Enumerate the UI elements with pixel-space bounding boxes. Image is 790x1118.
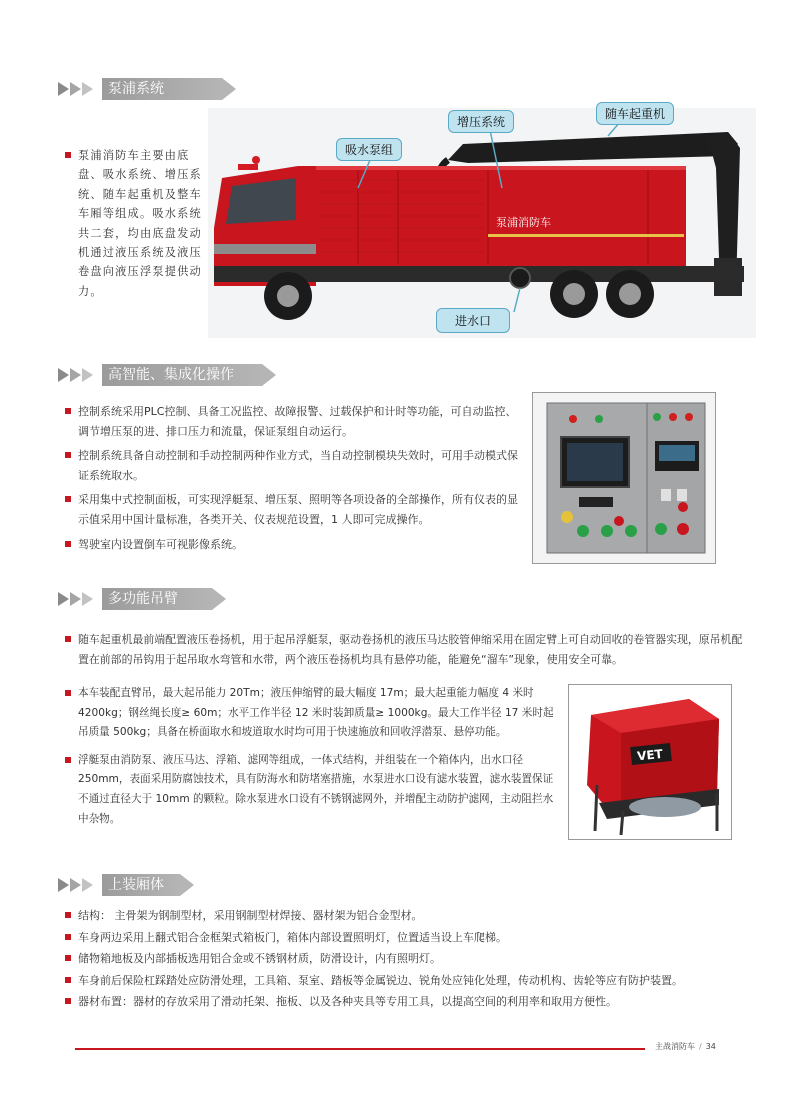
body-list <box>64 906 754 1012</box>
fire-truck-image <box>208 108 756 338</box>
crane-list-top <box>64 630 746 669</box>
list-item: 浮艇泵由消防泵、液压马达、浮箱、滤网等组成，一体式结构，并组装在一个箱体内，出水口径 250mm，表面采用防腐蚀技术，具有防海水和防堵塞措施，水泵进水口设有滤水装置，滤水装置保证不通过直径大于 10mm 的颗粒。除水泵进水口设有不锈钢滤网外，并增配主动防护滤网，主动阻拦水中杂物。 <box>64 751 560 829</box>
footer-separator: / <box>699 1042 702 1051</box>
section-title-smart: 高智能、集成化操作 <box>102 364 262 386</box>
list-item: 本车装配直臂吊，最大起吊能力 20Tm；液压伸缩臂的最大幅度 17m；最大起重能力幅度 4 米时4200kg；钢丝绳长度≥ 60m；水平工作半径 12 米时装卸质量≥ 1000kg。最大工作半径 17 米时起吊质量 500kg；具备在桥面取水和坡道取水时均可用于快速施放和回收浮潜泵、悬停功能。 <box>64 684 560 743</box>
section-title-crane: 多功能吊臂 <box>102 588 212 610</box>
callout-inlet: 进水口 <box>436 308 510 333</box>
control-panel-image <box>533 393 715 563</box>
arrow-icon <box>58 364 102 386</box>
crane-list <box>64 684 560 829</box>
callout-crane: 随车起重机 <box>596 102 674 125</box>
page-footer <box>655 1041 716 1052</box>
float-pump-image <box>569 685 731 839</box>
list-item: 车身前后保险杠踩踏处应防滑处理，工具箱、泵室、踏板等金属锐边、锐角处应钝化处理，传动机构、齿轮等应有防护装置。 <box>64 971 754 991</box>
pump-truck-illustration <box>208 108 756 338</box>
list-item: 器材布置：器材的存放采用了滑动托架、拖板、以及各种夹具等专用工具，以提高空间的利用率和取用方便性。 <box>64 992 754 1012</box>
section-header-smart <box>58 364 262 386</box>
pump-brand-label: VET <box>636 746 664 764</box>
list-item: 随车起重机最前端配置液压卷扬机，用于起吊浮艇泵，驱动卷扬机的液压马达胶管伸缩采用在固定臂上可自动回收的卷管器实现，原吊机配置在前部的吊钩用于起吊取水弯管和水带，两个液压卷扬机均具有悬停功能，能避免“溜车”现象，使用安全可靠。 <box>64 630 746 669</box>
arrow-icon <box>58 874 102 896</box>
list-item: 车身两边采用上翻式铝合金框架式箱板门，箱体内部设置照明灯，位置适当设上车爬梯。 <box>64 928 754 948</box>
truck-body-label: 泵浦消防车 <box>496 216 551 229</box>
list-item: 驾驶室内设置倒车可视影像系统。 <box>64 535 524 555</box>
arrow-icon <box>58 78 102 100</box>
smart-list <box>64 402 524 554</box>
list-item: 结构： 主骨架为钢制型材，采用钢制型材焊接、器材架为铝合金型材。 <box>64 906 754 926</box>
list-item: 储物箱地板及内部插板选用铝合金或不锈钢材质，防滑设计，内有照明灯。 <box>64 949 754 969</box>
list-item: 泵浦消防车主要由底盘、吸水系统、增压系统、随车起重机及整车车厢等组成。吸水系统共二套，均由底盘发动机通过液压系统及液压卷盘向液压浮泵提供动力。 <box>64 146 204 301</box>
section-header-body <box>58 874 180 896</box>
pump-description <box>64 146 204 301</box>
page-number: 34 <box>705 1042 716 1051</box>
control-panel-photo <box>532 392 716 564</box>
footer-divider <box>75 1048 645 1050</box>
list-item: 采用集中式控制面板，可实现浮艇泵、增压泵、照明等各项设备的全部操作，所有仪表的显示值采用中国计量标准，各类开关、仪表规范设置，1 人即可完成操作。 <box>64 490 524 529</box>
list-item: 控制系统具备自动控制和手动控制两种作业方式，当自动控制模块失效时，可用手动模式保证系统取水。 <box>64 446 524 485</box>
section-header-pump <box>58 78 222 100</box>
section-title-pump: 泵浦系统 <box>102 78 222 100</box>
section-header-crane <box>58 588 212 610</box>
footer-label: 主战消防车 <box>655 1042 695 1051</box>
arrow-icon <box>58 588 102 610</box>
section-title-body: 上装厢体 <box>102 874 180 896</box>
float-pump-photo <box>568 684 732 840</box>
callout-boost: 增压系统 <box>448 110 514 133</box>
callout-suction: 吸水泵组 <box>336 138 402 161</box>
list-item: 控制系统采用PLC控制、具备工况监控、故障报警、过载保护和计时等功能，可自动监控、调节增压泵的进、排口压力和流量，保证泵组自动运行。 <box>64 402 524 441</box>
